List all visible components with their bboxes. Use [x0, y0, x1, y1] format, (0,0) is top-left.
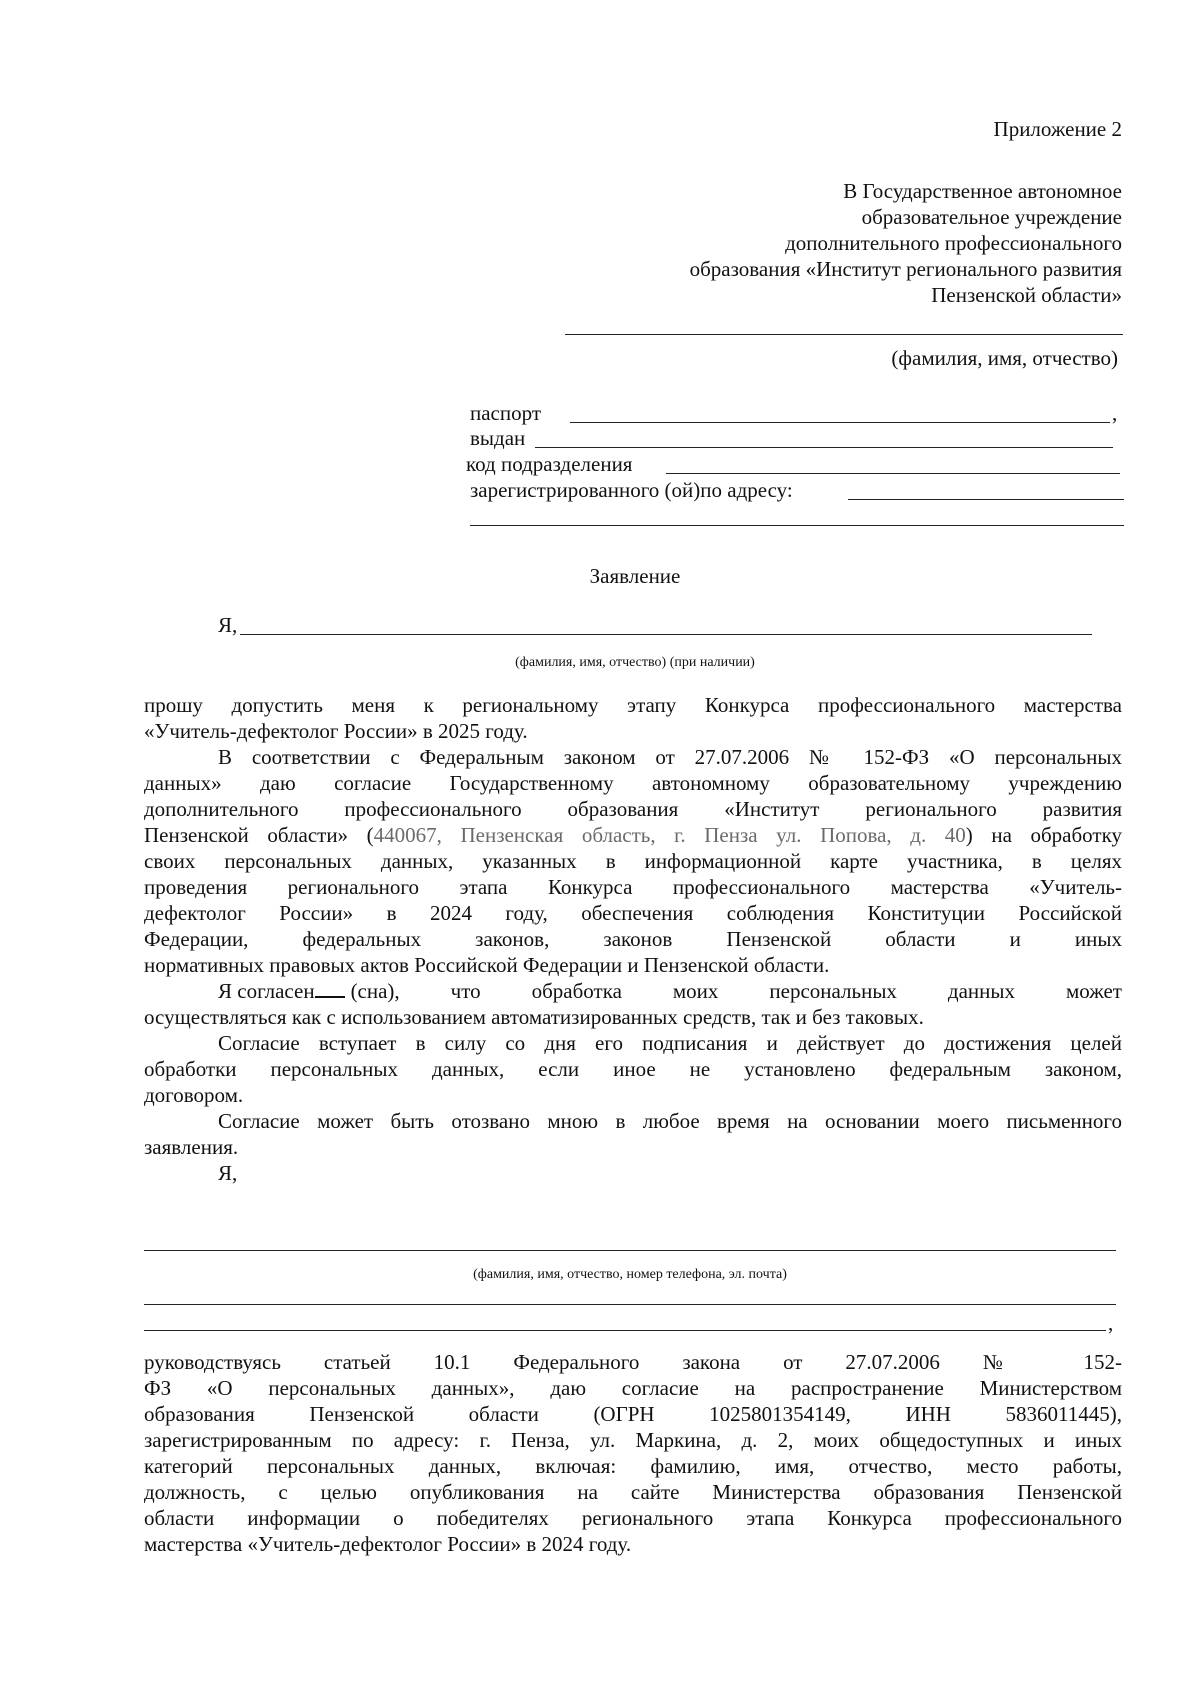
text-line: Пензенской области» (440067, Пензенская область, г. Пенза ул. Попова, д. 40) на обработку — [144, 823, 1122, 847]
text-line: обработки персональных данных, если иное не установлено федеральным законом, — [144, 1057, 1122, 1081]
text-line: проведения регионального этапа Конкурса профессионального мастерства «Учитель- — [144, 875, 1122, 899]
text-line: Согласие может быть отозвано мною в любое время на основании моего письменного — [218, 1109, 1122, 1133]
publication-consent — [144, 1349, 1122, 1557]
contacts-input-line-3[interactable] — [144, 1310, 1106, 1331]
text-line: ФЗ «О персональных данных», даю согласие на распространение Министерством — [144, 1376, 1122, 1400]
addressee-line: Пензенской области» — [931, 283, 1122, 307]
text-line: договором. — [144, 1083, 244, 1107]
contacts-caption: (фамилия, имя, отчество, номер телефона, эл. почта) — [473, 1267, 787, 1282]
text-line: «Учитель-дефектолог России» в 2025 году. — [144, 719, 528, 743]
text-line: руководствуясь статьей 10.1 Федерального закона от 27.07.2006 № 152- — [144, 1350, 1122, 1374]
text-line: заявления. — [144, 1135, 239, 1159]
applicant-fio-caption: (фамилия, имя, отчество) (при наличии) — [515, 655, 755, 670]
institute-address: 440067, Пензенская область, г. Пенза ул. Попова, д. 40 — [373, 823, 966, 847]
text-line: Я согласен (сна), что обработка моих персональных данных может — [218, 979, 1122, 1003]
text-line: категорий персональных данных, включая: фамилию, имя, отчество, место работы, — [144, 1454, 1122, 1478]
text-line: дефектолог России» в 2024 году, обеспечения соблюдения Конституции Российской — [144, 901, 1122, 925]
address-input-line-2[interactable] — [470, 507, 1124, 526]
statement-title: Заявление — [589, 564, 681, 588]
document-page: Приложение 2 В Государственное автономное образовательное учреждение дополнительного профессионального образования «Институт регионального развития Пензенской области» (фамилия, имя, отчество) паспорт , выдан код подразделения зарегистрированного (ой)по адресу: Заявление Я, (фамилия, имя, отчество) (при наличии) прошу допустить меня к региональному этапу Конкурса профессионального мастерства «Учитель-дефектолог России» в 2025 году. В соответствии с Федеральным законом от 27.07.2006 № 152-ФЗ «О персональных данных» даю согласие Государственному автономному образовательному учреждению дополнительного профессионального образования «Институт регионального развития Пензенской области» (440067, Пензенская область, г. Пенза ул. Попова, д. 40) на обработку своих персональных данных, указанных в информационной карте участника, в целях проведения регионального этапа Конкурса профессионального мастерства «Учитель- дефектолог России» в 2024 году, обеспечения соблюдения Конституции Российской Федерации, федеральных законов, законов Пензенской области и иных нормативных правовых актов Российской Федерации и Пензенской области. Я согласен (сна), что обработка моих персональных данных может осуществляться как с использованием автоматизированных средств, так и без таковых. Согласие вступает в силу со дня его подписания и действует до достижения целей обработки персональных данных, если иное не установлено федеральным законом, договором. Согласие может быть отозвано мною в любое время на основании моего письменного заявления. Я, (фамилия, имя, отчество, номер телефона, эл. почта) , руководствуясь статьей 10.1 Федерального закона от 27.07.2006 № 152- ФЗ «О персональных данных», даю согласие на распространение Министерством образования Пензенской области (ОГРН 1025801354149, ИНН 5836011445), зарегистрированным по адресу: г. Пенза, ул. Маркина, д. 2, моих общедоступных и иных категорий персональных данных, включая: фамилию, имя, отчество, место работы, должность, с целью опубликования на сайте Министерства образования Пензенской области информации о победителях регионального этапа Конкурса профессионального мастерства «Учитель-дефектолог России» в 2024 году. — [0, 0, 1200, 1697]
appendix-label: Приложение 2 — [993, 117, 1122, 141]
statement-body — [144, 692, 1122, 1186]
text-line: области информации о победителях регионального этапа Конкурса профессионального — [144, 1506, 1122, 1530]
text-line: должность, с целью опубликования на сайте Министерства образования Пензенской — [144, 1480, 1122, 1504]
contacts-input-line-2[interactable] — [144, 1284, 1116, 1305]
contacts-input-line[interactable] — [144, 1230, 1116, 1251]
addressee-block — [500, 178, 1122, 308]
text-line: мастерства «Учитель-дефектолог России» в 2024 году. — [144, 1532, 632, 1556]
division-input-line[interactable] — [666, 455, 1120, 474]
applicant-fio-input-line[interactable] — [240, 614, 1092, 635]
addressee-line: образовательное учреждение — [861, 205, 1122, 229]
text-line: дополнительного профессионального образования «Институт регионального развития — [144, 797, 1122, 821]
fio-caption: (фамилия, имя, отчество) — [891, 346, 1118, 370]
text-line: Согласие вступает в силу со дня его подписания и действует до достижения целей — [218, 1031, 1122, 1055]
comma: , — [1108, 1311, 1114, 1335]
address-input-line[interactable] — [848, 481, 1124, 500]
addressee-line: дополнительного профессионального — [785, 231, 1122, 255]
passport-input-line[interactable] — [570, 404, 1110, 423]
ya-label: Я, — [218, 613, 238, 637]
addressee-line: образования «Институт регионального развития — [689, 257, 1122, 281]
text-line: данных» даю согласие Государственному автономному образовательному учреждению — [144, 771, 1122, 795]
address-label: зарегистрированного (ой)по адресу: — [470, 478, 793, 502]
passport-label: паспорт — [470, 401, 542, 425]
fio-input-line[interactable] — [565, 314, 1123, 335]
ya-label-2: Я, — [218, 1161, 238, 1185]
text-line: Федерации, федеральных законов, законов Пензенской области и иных — [144, 927, 1122, 951]
division-label: код подразделения — [466, 452, 633, 476]
gender-suffix-input[interactable] — [315, 978, 345, 998]
issued-input-line[interactable] — [535, 429, 1113, 448]
text-line: образования Пензенской области (ОГРН 1025801354149, ИНН 5836011445), — [144, 1402, 1122, 1426]
text-line: зарегистрированным по адресу: г. Пенза, ул. Маркина, д. 2, моих общедоступных и иных — [144, 1428, 1122, 1452]
addressee-line: В Государственное автономное — [843, 179, 1122, 203]
text-line: нормативных правовых актов Российской Федерации и Пензенской области. — [144, 953, 830, 977]
issued-label: выдан — [470, 426, 526, 450]
text-line: В соответствии с Федеральным законом от 27.07.2006 № 152-ФЗ «О персональных — [218, 745, 1122, 769]
text-line: прошу допустить меня к региональному этапу Конкурса профессионального мастерства — [144, 693, 1122, 717]
text-line: осуществляться как с использованием автоматизированных средств, так и без таковых. — [144, 1005, 924, 1029]
text-line: своих персональных данных, указанных в информационной карте участника, в целях — [144, 849, 1122, 873]
